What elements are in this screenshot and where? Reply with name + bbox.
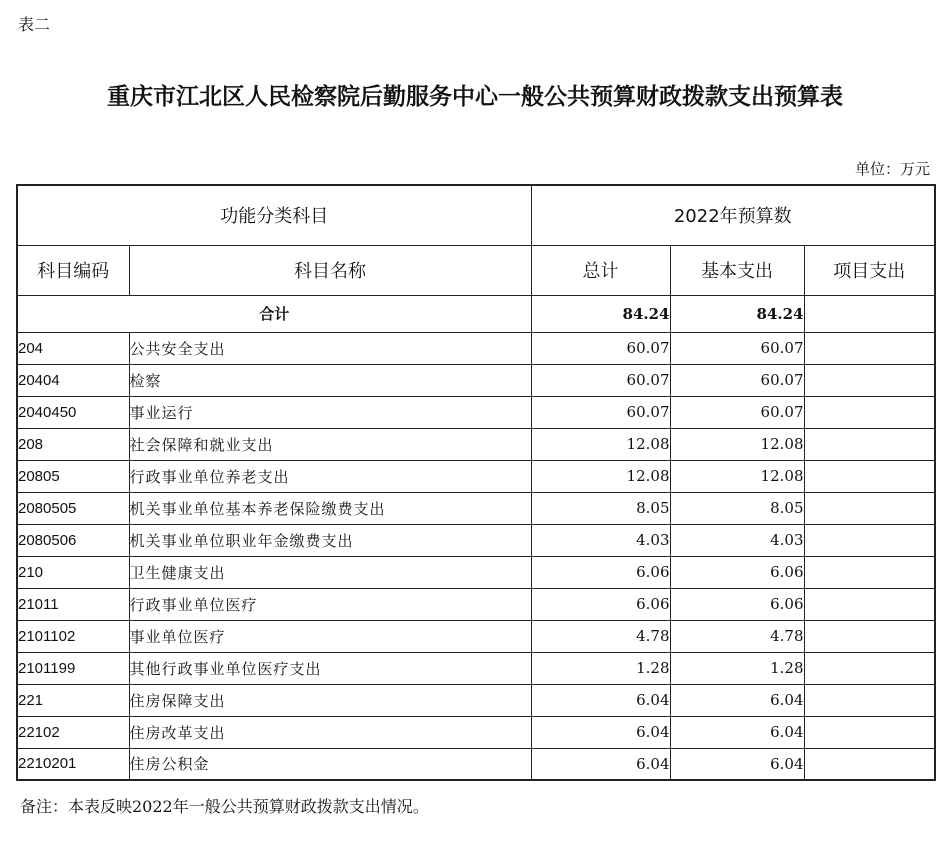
cell-code: 221 <box>17 684 129 716</box>
cell-total: 6.04 <box>531 748 670 780</box>
cell-code: 2080505 <box>17 492 129 524</box>
cell-name: 机关事业单位职业年金缴费支出 <box>129 524 531 556</box>
total-basic: 84.24 <box>670 295 804 332</box>
column-header-name: 科目名称 <box>129 245 531 295</box>
cell-name: 行政事业单位医疗 <box>129 588 531 620</box>
table-row <box>17 492 935 524</box>
cell-code: 2101102 <box>17 620 129 652</box>
column-header-project: 项目支出 <box>804 245 935 295</box>
total-label: 合计 <box>17 295 531 332</box>
cell-name: 事业单位医疗 <box>129 620 531 652</box>
cell-project <box>804 556 935 588</box>
cell-total: 6.04 <box>531 716 670 748</box>
cell-project <box>804 428 935 460</box>
cell-basic: 6.06 <box>670 588 804 620</box>
cell-project <box>804 588 935 620</box>
cell-basic: 4.03 <box>670 524 804 556</box>
cell-code: 2101199 <box>17 652 129 684</box>
cell-code: 204 <box>17 332 129 364</box>
cell-total: 1.28 <box>531 652 670 684</box>
total-amount: 84.24 <box>531 295 670 332</box>
cell-code: 208 <box>17 428 129 460</box>
cell-basic: 60.07 <box>670 396 804 428</box>
budget-table <box>16 184 936 781</box>
cell-project <box>804 396 935 428</box>
cell-basic: 6.04 <box>670 748 804 780</box>
cell-basic: 6.06 <box>670 556 804 588</box>
table-row <box>17 332 935 364</box>
table-row <box>17 364 935 396</box>
table-row <box>17 556 935 588</box>
cell-project <box>804 524 935 556</box>
footnote: 备注：本表反映2022年一般公共预算财政拨款支出情况。 <box>20 797 429 816</box>
cell-code: 2040450 <box>17 396 129 428</box>
cell-name: 检察 <box>129 364 531 396</box>
cell-basic: 8.05 <box>670 492 804 524</box>
cell-name: 机关事业单位基本养老保险缴费支出 <box>129 492 531 524</box>
cell-name: 社会保障和就业支出 <box>129 428 531 460</box>
table-row <box>17 620 935 652</box>
cell-basic: 6.04 <box>670 684 804 716</box>
cell-code: 210 <box>17 556 129 588</box>
header-budget-2022: 2022年预算数 <box>531 185 935 245</box>
cell-code: 21011 <box>17 588 129 620</box>
cell-name: 住房保障支出 <box>129 684 531 716</box>
cell-name: 事业运行 <box>129 396 531 428</box>
column-header-total: 总计 <box>531 245 670 295</box>
cell-total: 12.08 <box>531 460 670 492</box>
cell-basic: 60.07 <box>670 364 804 396</box>
cell-project <box>804 684 935 716</box>
total-row <box>17 295 935 332</box>
cell-total: 6.06 <box>531 588 670 620</box>
cell-code: 2210201 <box>17 748 129 780</box>
cell-project <box>804 364 935 396</box>
cell-total: 4.03 <box>531 524 670 556</box>
cell-total: 60.07 <box>531 332 670 364</box>
unit-label: 单位：万元 <box>854 160 930 178</box>
cell-project <box>804 460 935 492</box>
table-row <box>17 524 935 556</box>
column-header-code: 科目编码 <box>17 245 129 295</box>
cell-basic: 12.08 <box>670 460 804 492</box>
cell-total: 6.04 <box>531 684 670 716</box>
cell-total: 60.07 <box>531 364 670 396</box>
table-row <box>17 588 935 620</box>
table-row <box>17 460 935 492</box>
cell-code: 2080506 <box>17 524 129 556</box>
cell-project <box>804 716 935 748</box>
cell-name: 公共安全支出 <box>129 332 531 364</box>
table-label: 表二 <box>18 15 51 34</box>
table-row <box>17 748 935 780</box>
cell-project <box>804 748 935 780</box>
cell-project <box>804 620 935 652</box>
total-project <box>804 295 935 332</box>
page-title: 重庆市江北区人民检察院后勤服务中心一般公共预算财政拨款支出预算表 <box>107 83 843 110</box>
table-row <box>17 684 935 716</box>
cell-name: 住房改革支出 <box>129 716 531 748</box>
cell-project <box>804 332 935 364</box>
cell-code: 20805 <box>17 460 129 492</box>
column-header-basic: 基本支出 <box>670 245 804 295</box>
cell-basic: 1.28 <box>670 652 804 684</box>
cell-name: 其他行政事业单位医疗支出 <box>129 652 531 684</box>
table-row <box>17 428 935 460</box>
cell-project <box>804 492 935 524</box>
cell-basic: 6.04 <box>670 716 804 748</box>
cell-basic: 4.78 <box>670 620 804 652</box>
cell-project <box>804 652 935 684</box>
cell-basic: 60.07 <box>670 332 804 364</box>
cell-name: 行政事业单位养老支出 <box>129 460 531 492</box>
cell-basic: 12.08 <box>670 428 804 460</box>
cell-code: 22102 <box>17 716 129 748</box>
cell-total: 6.06 <box>531 556 670 588</box>
table-row <box>17 652 935 684</box>
cell-total: 4.78 <box>531 620 670 652</box>
cell-total: 60.07 <box>531 396 670 428</box>
cell-code: 20404 <box>17 364 129 396</box>
table-row <box>17 396 935 428</box>
table-row <box>17 716 935 748</box>
cell-total: 12.08 <box>531 428 670 460</box>
cell-total: 8.05 <box>531 492 670 524</box>
cell-name: 住房公积金 <box>129 748 531 780</box>
header-functional-classification: 功能分类科目 <box>17 185 531 245</box>
cell-name: 卫生健康支出 <box>129 556 531 588</box>
